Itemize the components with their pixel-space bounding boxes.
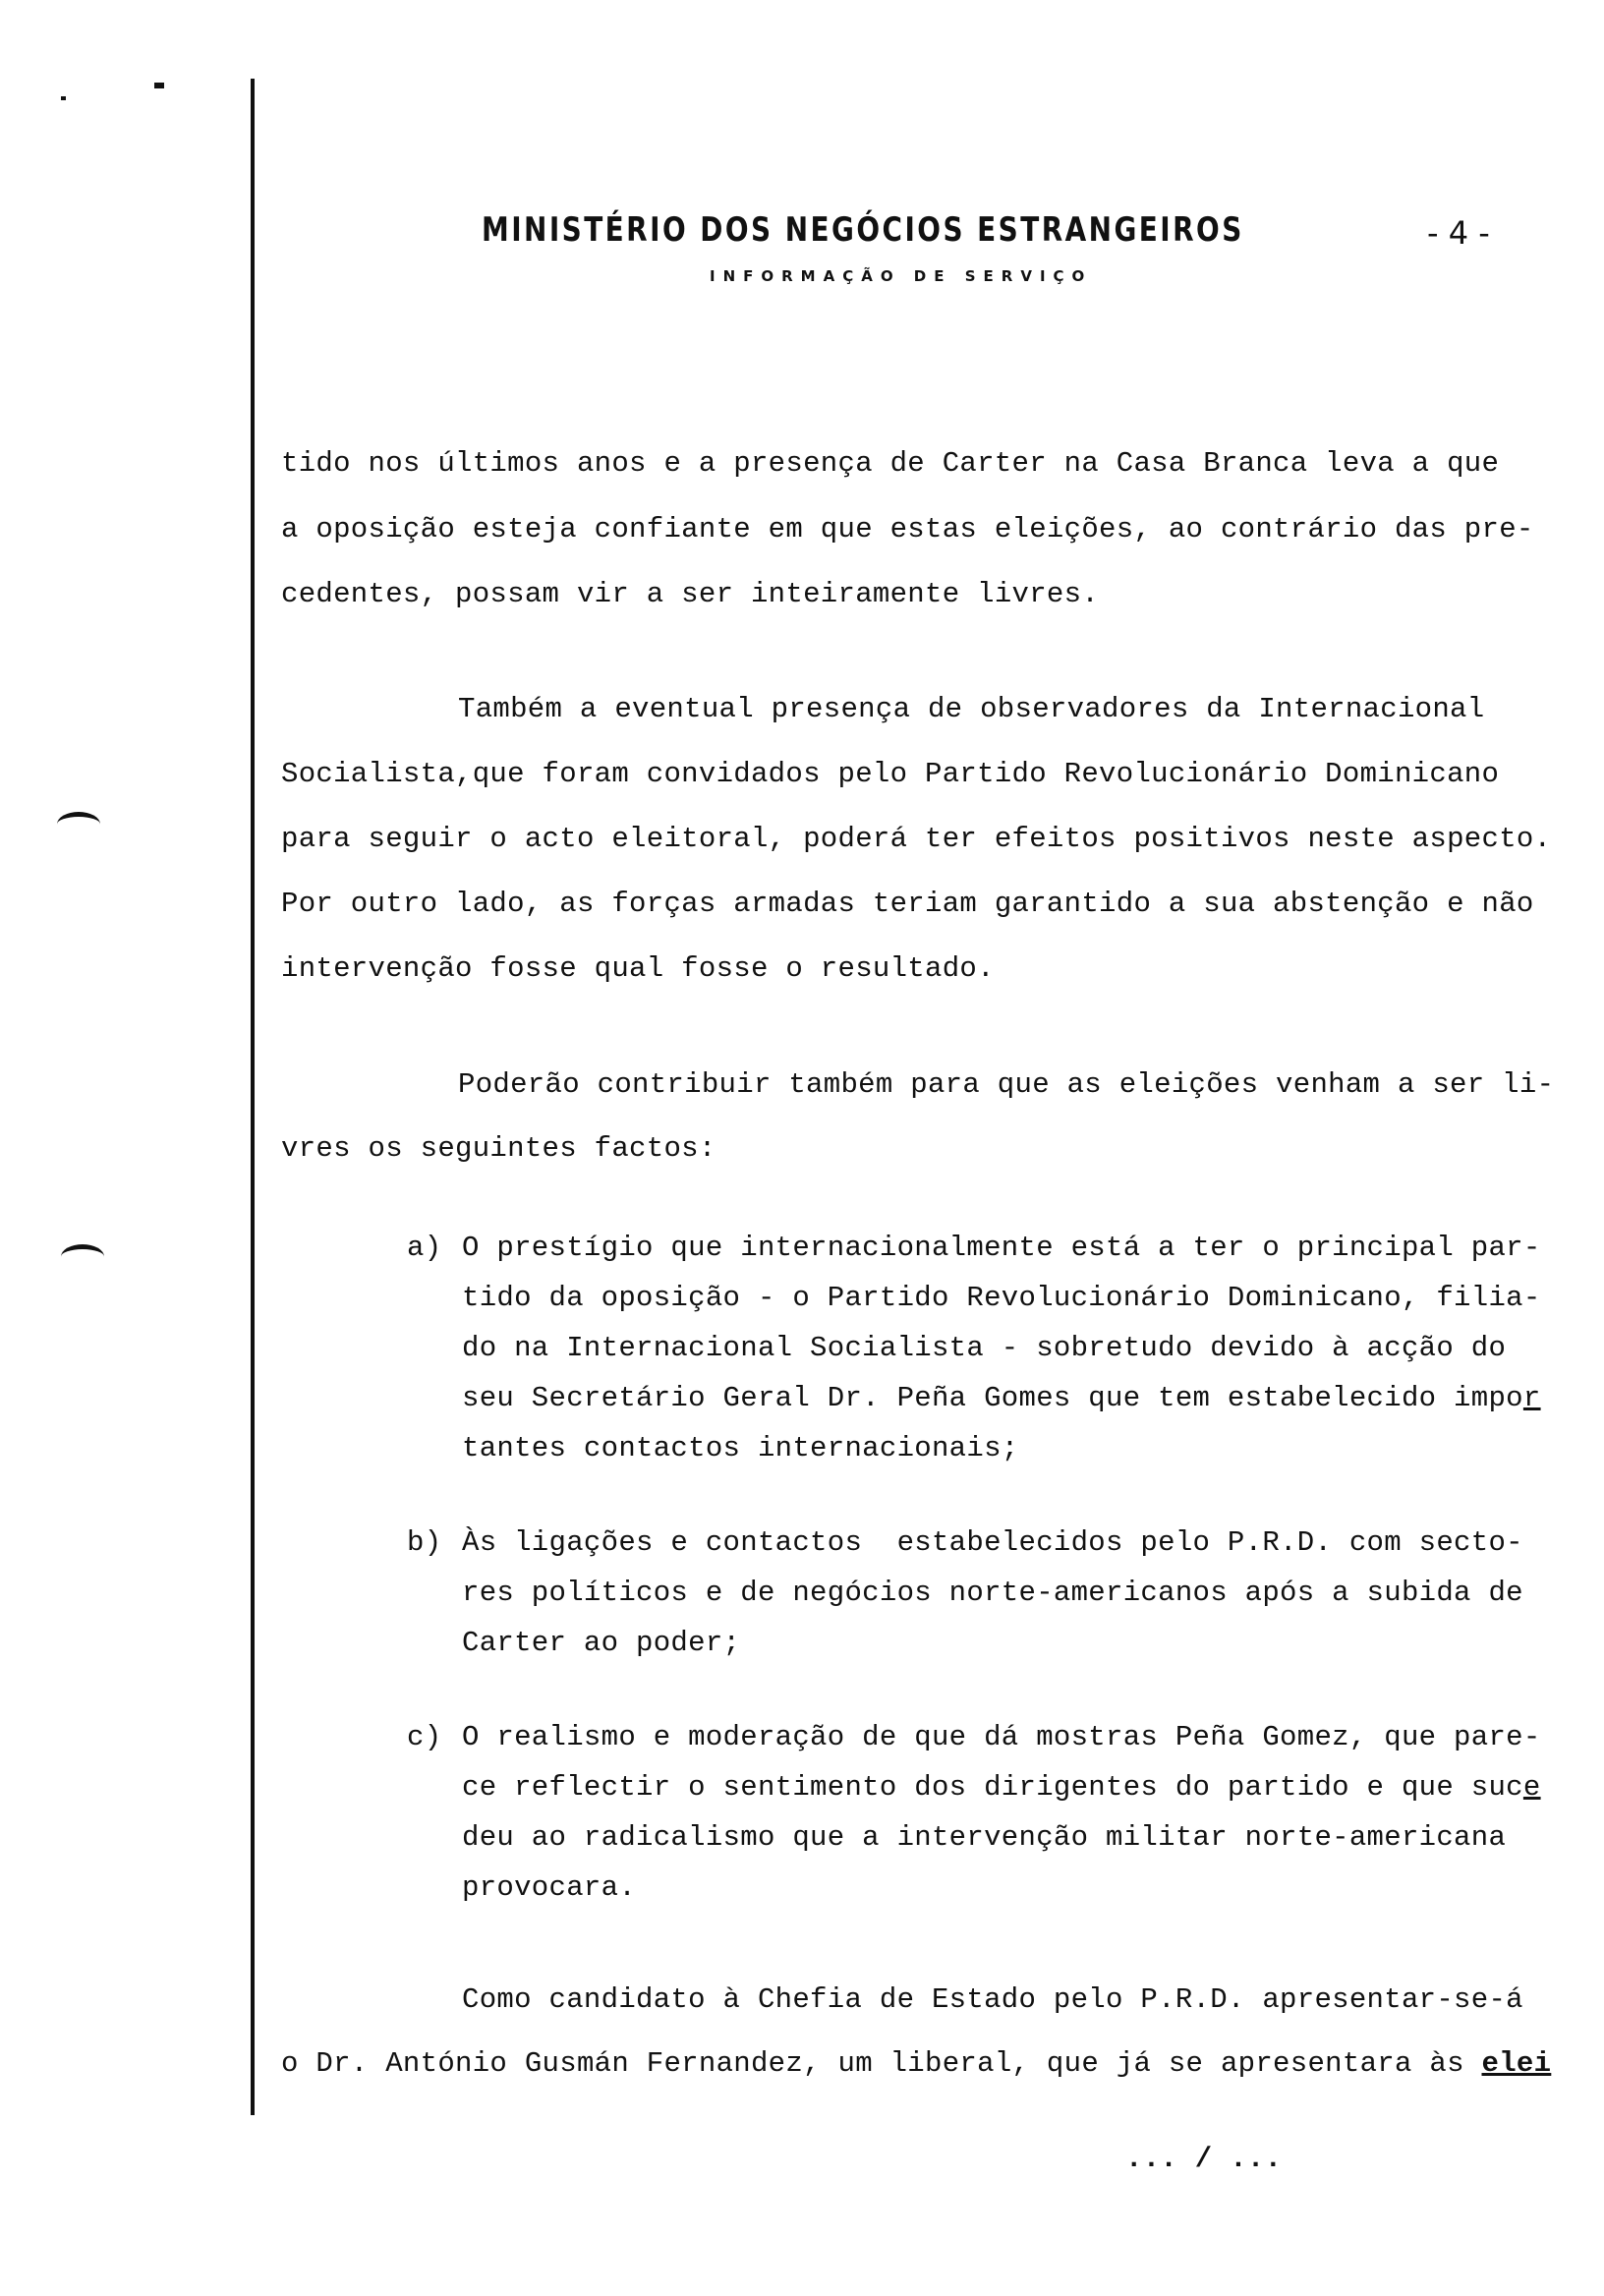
list-marker: a) [407,1232,442,1264]
underlined-char: r [1522,1382,1541,1414]
margin-rule [251,79,255,2115]
punch-hole-mark [57,812,100,836]
text-line: a oposição esteja confiante em que estas eleições, ao contrário das pre- [281,513,1534,545]
text-line: Socialista,que foram convidados pelo Partido Revolucionário Dominicano [281,758,1500,790]
text-line: O realismo e moderação de que dá mostras Peña Gomez, que pare- [462,1721,1541,1753]
underlined-text: elei [1481,2047,1552,2080]
text-line: deu ao radicalismo que a intervenção militar norte-americana [462,1821,1507,1854]
page-number: - 4 - [1427,214,1490,252]
text-line: Por outro lado, as forças armadas teriam garantido a sua abstenção e não [281,888,1534,920]
text-line: res políticos e de negócios norte-americanos após a subida de [462,1577,1523,1609]
list-marker: c) [407,1721,442,1753]
text-line: tantes contactos internacionais; [462,1432,1019,1464]
text-line [462,1382,1541,1414]
scan-speck [154,83,164,88]
text-line: Poderão contribuir também para que as eleições venham a ser li- [458,1068,1555,1101]
text-line: cedentes, possam vir a ser inteiramente livres. [281,578,1100,610]
ministry-title: MINISTÉRIO DOS NEGÓCIOS ESTRANGEIROS [482,210,1244,250]
continuation-mark: ... / ... [1125,2143,1283,2175]
document-subtitle: INFORMAÇÃO DE SERVIÇO [710,267,1093,285]
text-line: vres os seguintes factos: [281,1132,716,1165]
text-span: seu Secretário Geral Dr. Peña Gomes que tem estabelecido impo [462,1382,1523,1414]
text-line: do na Internacional Socialista - sobretudo devido à acção do [462,1332,1507,1364]
text-line: O prestígio que internacionalmente está a ter o principal par- [462,1232,1541,1264]
text-line: Também a eventual presença de observadores da Internacional [458,693,1485,725]
text-line: provocara. [462,1871,637,1904]
text-span: ce reflectir o sentimento dos dirigentes do partido e que suc [462,1771,1523,1804]
punch-hole-mark [61,1244,104,1269]
text-line: Como candidato à Chefia de Estado pelo P.R.D. apresentar-se-á [462,1983,1523,2016]
text-line: Às ligações e contactos estabelecidos pelo P.R.D. com secto- [462,1526,1523,1559]
text-line: Carter ao poder; [462,1627,741,1659]
text-line: intervenção fosse qual fosse o resultado. [281,952,995,985]
text-line [462,1771,1541,1804]
list-marker: b) [407,1526,442,1559]
text-line: tido nos últimos anos e a presença de Carter na Casa Branca leva a que [281,447,1500,480]
text-line [281,2047,1551,2080]
text-span: o Dr. António Gusmán Fernandez, um liberal, que já se apresentara às [281,2047,1482,2080]
underlined-char: e [1522,1771,1541,1804]
text-line: tido da oposição - o Partido Revolucionário Dominicano, filia- [462,1282,1541,1314]
text-line: para seguir o acto eleitoral, poderá ter efeitos positivos neste aspecto. [281,823,1552,855]
scan-speck [61,96,66,100]
